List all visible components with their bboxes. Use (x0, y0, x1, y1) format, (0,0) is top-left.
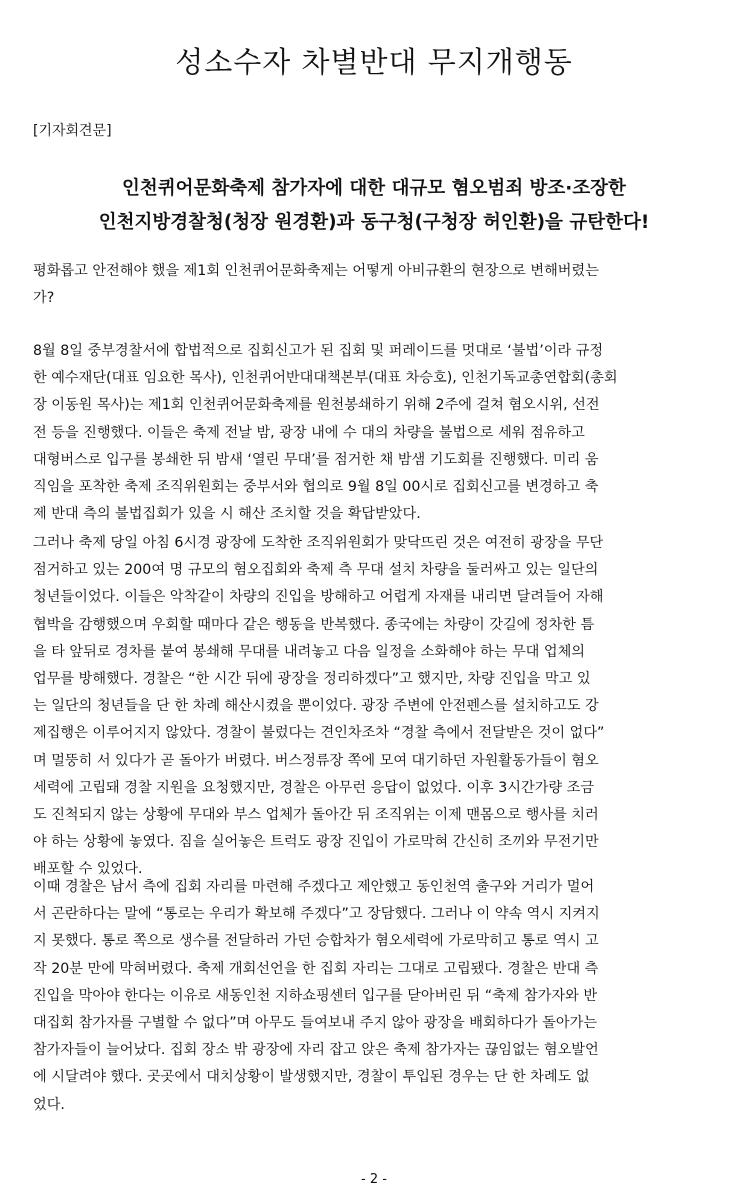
text-line: 었다. (33, 1096, 65, 1113)
text-line: 제 반대 측의 불법집회가 있을 시 해산 조치할 것을 확답받았다. (33, 506, 421, 523)
paragraph (33, 338, 719, 528)
text-line: 협박을 감행했으며 우회할 때마다 같은 행동을 반복했다. 종국에는 차량이 갓길에 정차한 틈 (33, 616, 595, 633)
paragraph (33, 530, 719, 884)
text-line: 을 타 앞뒤로 경차를 붙여 봉쇄해 무대를 내려놓고 다음 일정을 소화해야 하는 무대 업체의 (33, 643, 586, 660)
headline-line: 인천퀴어문화축제 참가자에 대한 대규모 혐오범죄 방조·조장한 (122, 178, 626, 199)
text-line: 청년들이었다. 이들은 악착같이 차량의 진입을 방해하고 어렵게 자재를 내리면 달려들어 자해 (33, 589, 604, 606)
paragraph (33, 258, 719, 312)
paragraph (33, 874, 719, 1119)
text-line: 작 20분 만에 막혀버렸다. 축제 개회선언을 한 집회 자리는 그대로 고립됐다. 경찰은 반대 측 (33, 960, 599, 977)
text-line: 참가자들이 늘어났다. 집회 장소 밖 광장에 자리 잡고 앉은 축제 참가자는 끊임없는 혐오발언 (33, 1042, 599, 1059)
text-line: 야 하는 상황에 놓였다. 짐을 실어놓은 트럭도 광장 진입이 가로막혀 간신히 조끼와 무전기만 (33, 834, 599, 851)
text-line: 대형버스로 입구를 봉쇄한 뒤 밤새 ‘열린 무대’를 점거한 채 밤샘 기도회를 진행했다. 미리 움 (33, 451, 599, 468)
text-line: 도 진척되지 않는 상황에 무대와 부스 업체가 돌아간 뒤 조직위는 이제 맨몸으로 행사를 치러 (33, 807, 599, 824)
text-line: 진입을 막아야 한다는 이유로 새동인천 지하쇼핑센터 입구를 닫아버린 뒤 “축제 참가자와 반 (33, 987, 598, 1004)
text-line: 8월 8일 중부경찰서에 합법적으로 집회신고가 된 집회 및 퍼레이드를 멋대로 ‘불법’이라 규정 (33, 343, 604, 359)
page-title: 성소수자 차별반대 무지개행동 (175, 45, 573, 79)
text-line: 점거하고 있는 200여 명 규모의 혐오집회와 축제 측 무대 설치 차량을 둘러싸고 있는 일단의 (33, 562, 599, 579)
text-line: 직임을 포착한 축제 조직위원회는 중부서와 협의로 9월 8일 00시로 집회신고를 변경하고 축 (33, 479, 599, 496)
text-line: 지 못했다. 통로 쪽으로 생수를 전달하러 가던 승합차가 혐오세력에 가로막히고 통로 역시 고 (33, 933, 599, 950)
page-number: - 2 - (361, 1172, 387, 1187)
text-line: 대집회 참가자를 구별할 수 없다”며 아무도 들여보내 주지 않아 광장을 배회하다가 돌아가는 (33, 1015, 598, 1032)
text-line: 배포할 수 있었다. (33, 861, 143, 878)
text-line: 제집행은 이루어지지 않았다. 경찰이 불렀다는 견인차조차 “경찰 측에서 전달받은 것이 없다” (33, 725, 605, 742)
text-line: 가? (33, 290, 55, 307)
text-line: 전 등을 진행했다. 이들은 축제 전날 밤, 광장 내에 수 대의 차량을 불법으로 세워 점유하고 (33, 424, 585, 441)
text-line: 서 곤란하다는 말에 “통로는 우리가 확보해 주겠다”고 장담했다. 그러나 이 약속 역시 지켜지 (33, 906, 600, 923)
text-line: 이때 경찰은 남서 측에 집회 자리를 마련해 주겠다고 제안했고 동인천역 출구와 거리가 멀어 (33, 879, 595, 895)
text-line: 평화롭고 안전해야 했을 제1회 인천퀴어문화축제는 어떻게 아비규환의 현장으로 변해버렸는 (33, 263, 599, 279)
document-type-tag: [기자회견문] (33, 123, 112, 139)
text-line: 세력에 고립돼 경찰 지원을 요청했지만, 경찰은 아무런 응답이 없었다. 이후 3시간가량 조금 (33, 779, 595, 796)
text-line: 한 예수재단(대표 임요한 목사), 인천퀴어반대대책본부(대표 차승호), 인천기독교총연합회(총회 (33, 370, 618, 387)
text-line: 업무를 방해했다. 경찰은 “한 시간 뒤에 광장을 정리하겠다”고 했지만, 차량 진입을 막고 있 (33, 671, 591, 688)
text-line: 며 멀뚱히 서 있다가 곧 돌아가 버렸다. 버스정류장 쪽에 모여 대기하던 자원활동가들이 혐오 (33, 752, 599, 769)
text-line: 그러나 축제 당일 아침 6시경 광장에 도착한 조직위원회가 맞닥뜨린 것은 여전히 광장을 무단 (33, 535, 604, 551)
headline (0, 172, 748, 240)
headline-line: 인천지방경찰청(청장 원경환)과 동구청(구청장 허인환)을 규탄한다! (98, 212, 650, 233)
text-line: 는 일단의 청년들을 단 한 차례 해산시켰을 뿐이었다. 광장 주변에 안전펜스를 설치하고도 강 (33, 698, 599, 715)
text-line: 에 시달려야 했다. 곳곳에서 대치상황이 발생했지만, 경찰이 투입된 경우는 단 한 차례도 없 (33, 1069, 590, 1086)
text-line: 장 이동원 목사)는 제1회 인천퀴어문화축제를 원천봉쇄하기 위해 2주에 걸쳐 혐오시위, 선전 (33, 397, 600, 414)
